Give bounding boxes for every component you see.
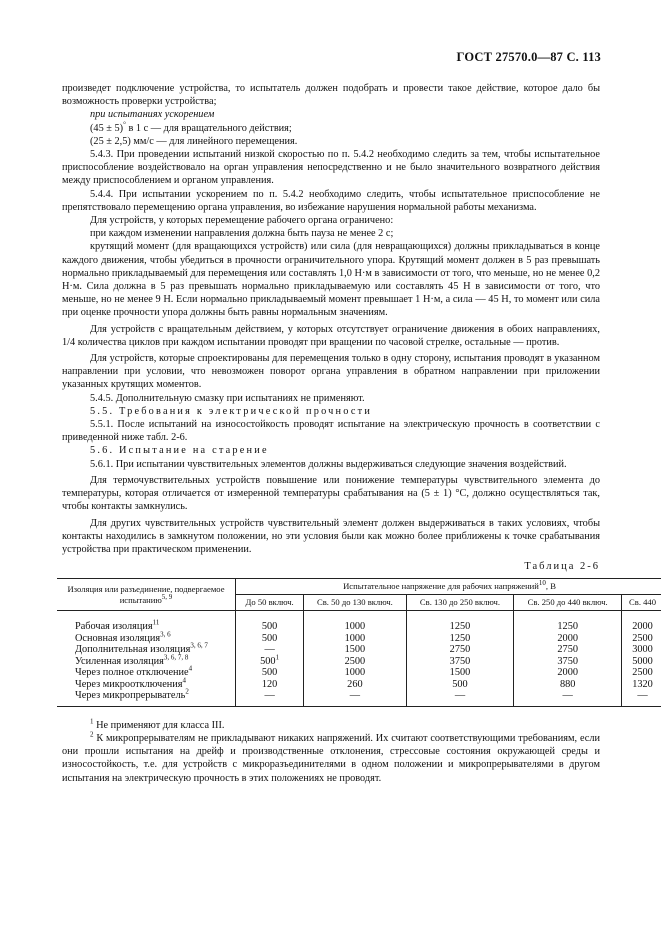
section-5-5-heading: 5.5. Требования к электрической прочности [90,405,373,417]
table-row [57,679,661,691]
cell-value: 3750 [406,656,514,668]
cell-value: 1000 [304,633,406,645]
cell-value: 1250 [406,633,514,645]
paragraph: Для термочувствительных устройств повышение или понижение температуры чувствительного элемента до температуры, которая отличается от измеренной температуры срабатывания на (5 ± 1) °C, должно осуществляться так, чтобы контакты замкнулись. [62,474,600,513]
cell-value: 2000 [514,633,622,645]
cell-value: 1250 [514,611,622,633]
section-5-6-heading: 5.6. Испытание на старение [90,445,269,457]
cell-value: 3000 [622,644,661,656]
table-row [57,656,661,668]
cell-value: 2750 [406,644,514,656]
cell-value: 1000 [304,611,406,633]
cell-value: 500 [236,667,304,679]
table-row [57,644,661,656]
clause-5-4-4: 5.4.4. При испытании ускорением по п. 5.4.2 необходимо следить, чтобы испытательное приспособление не препятствовало перемещению органа управления, во избежание нарушения нормальной работы механизма. [62,188,600,213]
cell-value: 2500 [304,656,406,668]
accel-linear: (25 ± 2,5) мм/с — для линейного перемещения. [90,135,298,147]
cell-value: — [622,690,661,706]
cell-value: 120 [236,679,304,691]
cell-value: $500^1$ [236,656,304,668]
cell-value: 260 [304,679,406,691]
cell-value: — [514,690,622,706]
clause-5-4-5: 5.4.5. Дополнительную смазку при испытаниях не применяют. [90,392,365,404]
paragraph: Для устройств, у которых перемещение рабочего органа ограничено: [90,215,394,227]
paragraph: произведет подключение устройства, то испытатель должен подобрать и провести такое действие, которое дало бы возможность проверки устройства; [62,83,600,108]
table-row [57,633,661,645]
cell-value: 500 [236,633,304,645]
row-name: Рабочая изоляция$^{11}$ [75,618,160,633]
table-col-header: Св. 130 до 250 включ. [406,595,514,611]
row-name: Дополнительная изоляция$^{3, 6, 7}$ [75,641,208,656]
table-col-header: Св. 250 до 440 включ. [514,595,622,611]
clause-5-5-1: 5.5.1. После испытаний на износостойкость проводят испытание на электрическую прочность в соответствии с приведенной ниже табл. 2-6. [62,419,600,444]
cell-value: 2500 [622,667,661,679]
cell-value: 5000 [622,656,661,668]
paragraph: Для других чувствительных устройств чувствительный элемент должен выдерживаться в таких условиях, чтобы контакты находились в замкнутом положении, но эти условия были как можно более приближены к точке срабатывания устройства при практическом применении. [62,517,600,555]
table-header-insulation: Изоляция или разъединение, подвергаемое испытанию$^{5, 9}$ [57,579,236,611]
row-name: Через микроотключения$^4$ [75,676,187,690]
cell-value: — [406,690,514,706]
fraction: 1/4 [62,336,76,348]
table-row [57,690,661,706]
paragraph: при каждом изменении направления должна быть пауза не менее 2 с; [90,228,394,240]
table-row [57,667,661,679]
cell-value: 2000 [622,611,661,633]
table-header-group: Испытательное напряжение для рабочих напряжений$^{10}$, В [236,579,661,595]
page-body [62,82,657,785]
cell-value: — [304,690,406,706]
clause-5-6-1: 5.6.1. При испытании чувствительных элементов должны выдерживаться следующие значения воздействий. [90,458,567,470]
footnote: $^2$ К микропрерывателям не прикладывают никаких напряжений. Их считают соответствующими требованиям, если они прошли испытания на дрейф и производственные отклонения, стрессовые состояния окружающей среды и износостойкость, т.е. для устройств с микроразъединителями в одном положении и микропрерывателями в другом испытания на электрическую прочность в этих положениях не проводят. [62,730,600,784]
table-col-header: Св. 440 [622,595,661,611]
row-name: Через микропрерыватель$^2$ [57,690,236,706]
table-col-header: Св. 50 до 130 включ. [304,595,406,611]
accel-rotational: (45 ± 5)° в 1 с — для вращательного действия; [90,120,292,134]
clause-5-4-3: 5.4.3. При проведении испытаний низкой скоростью по п. 5.4.2 необходимо следить за тем, чтобы испытательное приспособление воздействовало на орган управления непосредственно и не было значительного возвратного действия между приспособлением и органом управления. [62,149,600,187]
cell-value: 1500 [406,667,514,679]
cell-value: 2500 [622,633,661,645]
paragraph-rotational: Для устройств с вращательным действием, у которых отсутствует ограничение движения в обоих направлениях, 1/4 количества циклов при каждом испытании проводят при вращении по часовой стрелке, остальные — против. [62,323,600,348]
cell-value: 3750 [514,656,622,668]
cell-value: 500 [406,679,514,691]
table-col-header: До 50 включ. [236,595,304,611]
page-header: ГОСТ 27570.0—87 С. 113 [456,50,601,64]
table-caption: Таблица 2-6 [524,561,600,573]
cell-value: — [236,644,304,656]
cell-value: 2750 [514,644,622,656]
table-row [57,611,661,633]
accel-label: при испытаниях ускорением [90,109,215,121]
paragraph: Для устройств, которые спроектированы для перемещения только в одну сторону, испытания проводят в указанном направлении при условии, что невозможен поворот органа управления в обратном направлении при приложении указанных крутящих моментов. [62,353,600,391]
cell-value: 1320 [622,679,661,691]
footnote: $^1$ Не применяют для класса III. [90,717,225,731]
row-name: Основная изоляция$^{3, 6}$ [75,630,171,644]
row-name: Через полное отключение$^4$ [75,664,193,679]
row-name: Усиленная изоляция$^{3, 6, 7, 8}$ [75,653,189,667]
cell-value: 880 [514,679,622,691]
cell-value: 500 [236,611,304,633]
cell-value: 1250 [406,611,514,633]
cell-value: 1500 [304,644,406,656]
cell-value: — [236,690,304,706]
voltage-table [57,578,661,707]
cell-value: 2000 [514,667,622,679]
paragraph: крутящий момент (для вращающихся устройств) или сила (для невращающихся) должны прикладываться в конце каждого движения, чтобы убедиться в прочности ограничительного упора. Крутящий момент должен в 5 раз превышать нормально прикладываемый для перемещения или составлять 1,0 Н·м в зависимости от того, что меньше, но не менее 0,2 Н·м. Сила должна в 5 раз превышать нормально прикладываемую или составлять 45 Н в зависимости от того, что меньше, но не менее 9 Н. Если нормально прикладываемый момент превышает 1 Н·м, а сила — 45 Н, то момент или сила при оценке прочности упора должны быть равны нормальным значениям. [62,241,600,319]
cell-value: 1000 [304,667,406,679]
footnotes [62,719,600,785]
table-body [57,611,661,707]
